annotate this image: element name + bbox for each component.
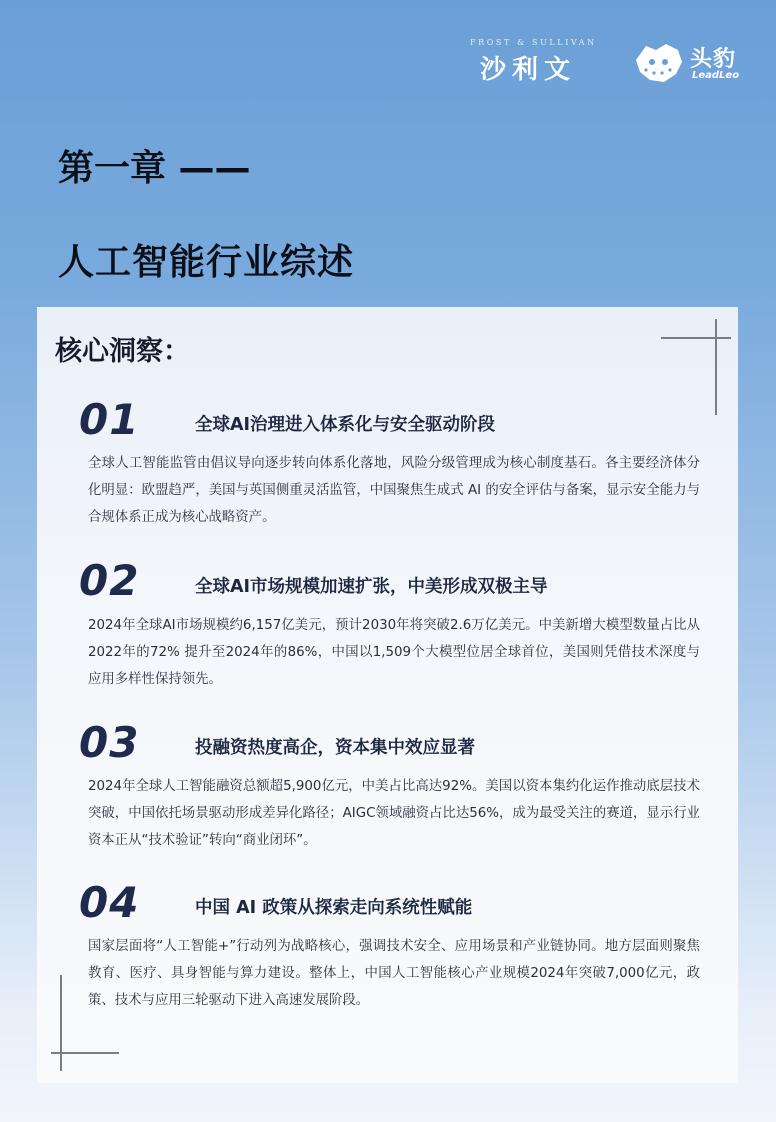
- insights-card: [37, 307, 738, 1083]
- insight-body: 国家层面将“人工智能+”行动列为战略核心，强调技术安全、应用场景和产业链协同。地方层面则聚焦教育、医疗、具身智能与算力建设。整体上，中国人工智能核心产业规模2024年突破7,000亿元，政策、技术与应用三轮驱动下进入高速发展阶段。: [88, 939, 700, 1008]
- decor-line-bottom-v: [60, 975, 62, 1071]
- leopard-head-icon: [632, 40, 684, 84]
- insight-body: 2024年全球人工智能融资总额超5,900亿元，中美占比高达92%。美国以资本集约化运作推动底层技术突破，中国依托场景驱动形成差异化路径；AIGC领域融资占比达56%，成为最受关注的赛道，显示行业资本正从“技术验证”转向“商业闭环”。: [88, 779, 700, 848]
- chapter-title: 第一章 ——: [58, 148, 251, 189]
- insight-number: 03: [79, 718, 140, 767]
- insight-heading: 全球AI市场规模加速扩张，中美形成双极主导: [195, 577, 548, 597]
- shali-wen-logo: 沙利文: [480, 55, 577, 85]
- insight-body: 全球人工智能监管由倡议导向逐步转向体系化落地，风险分级管理成为核心制度基石。各主要经济体分化明显：欧盟趋严，美国与英国侧重灵活监管，中国聚焦生成式 AI 的安全评估与备案，显示安全能力与合规体系正成为核心战略资产。: [88, 456, 700, 525]
- decor-line-top-h: [661, 337, 731, 339]
- decor-line-top-v: [715, 319, 717, 415]
- insight-number: 02: [79, 556, 140, 605]
- chapter-subtitle: 人工智能行业综述: [58, 242, 355, 283]
- insight-number: 01: [79, 395, 140, 444]
- frost-sullivan-logo-text: FROST & SULLIVAN: [470, 38, 597, 47]
- insight-heading: 投融资热度高企，资本集中效应显著: [195, 738, 475, 758]
- toubao-logo: 头豹: [690, 47, 737, 72]
- insights-title: 核心洞察：: [55, 336, 190, 367]
- leadleo-logo-text: LeadLeo: [692, 70, 740, 81]
- insight-number: 04: [79, 878, 140, 927]
- insight-heading: 全球AI治理进入体系化与安全驱动阶段: [195, 415, 496, 435]
- insight-heading: 中国 AI 政策从探索走向系统性赋能: [195, 898, 473, 918]
- insight-body: 2024年全球AI市场规模约6,157亿美元，预计2030年将突破2.6万亿美元。中美新增大模型数量占比从2022年的72% 提升至2024年的86%，中国以1,509个大模型位居全球首位，美国则凭借技术深度与应用多样性保持领先。: [88, 618, 700, 687]
